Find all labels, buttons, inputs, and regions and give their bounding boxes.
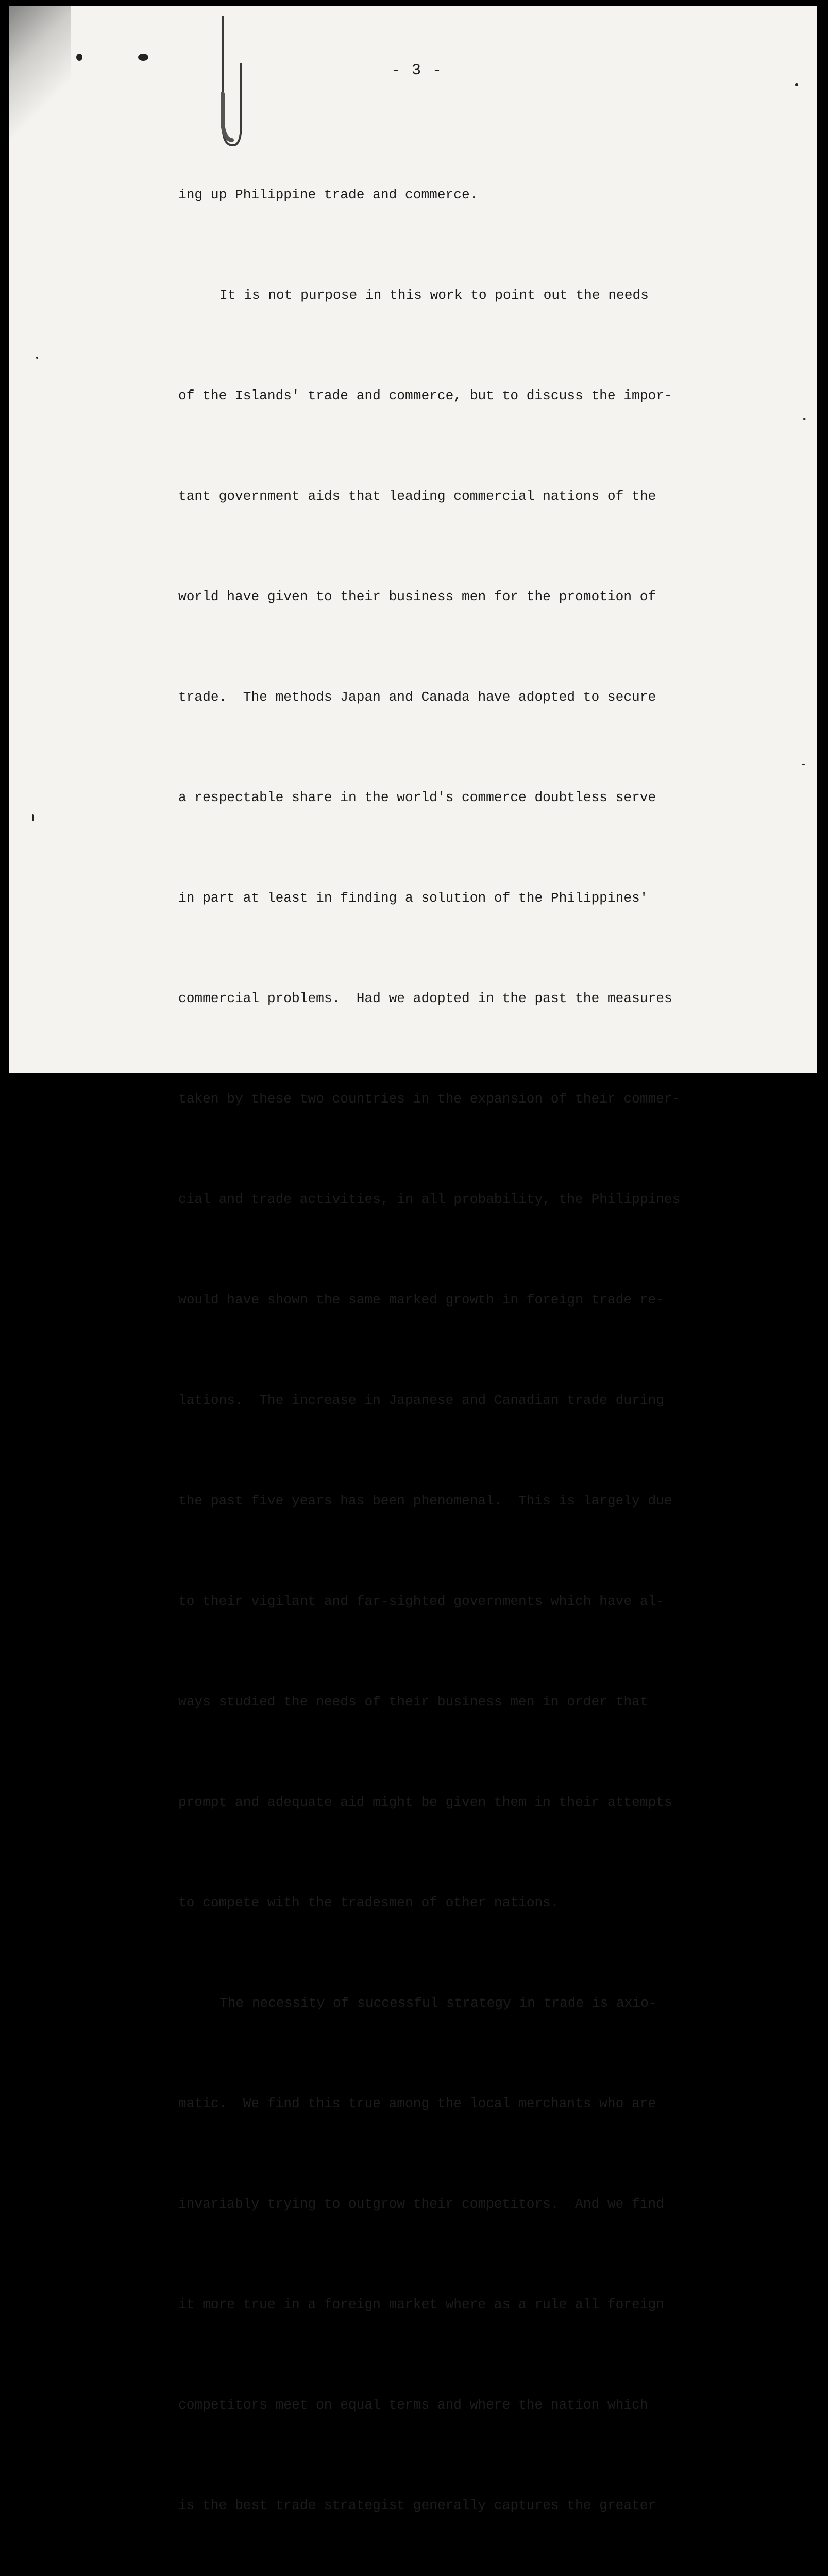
ink-speck <box>795 83 798 86</box>
text-line: to compete with the tradesmen of other nations. <box>178 1895 559 1910</box>
ink-speck <box>76 54 82 61</box>
ink-speck <box>32 814 34 821</box>
document-page <box>9 6 817 2513</box>
body-text <box>178 111 714 2576</box>
page-number: - 3 - <box>391 62 443 79</box>
text-line: tant government aids that leading commercial nations of the <box>178 488 656 504</box>
paragraph-start-line: It is not purpose in this work to point out the needs <box>219 287 649 303</box>
text-line: lations. The increase in Japanese and Canadian trade during <box>178 1393 664 1408</box>
text-line: in part at least in finding a solution of the Philippines' <box>178 890 648 906</box>
ink-speck <box>138 54 148 61</box>
text-line: would have shown the same marked growth in foreign trade re- <box>178 1292 664 1308</box>
text-line: of the Islands' trade and commerce, but to discuss the impor- <box>178 388 672 403</box>
text-line: competitors meet on equal terms and where the nation which <box>178 2397 648 2413</box>
text-line: the past five years has been phenomenal. This is largely due <box>178 1493 672 1509</box>
text-line: ing up Philippine trade and commerce. <box>178 187 478 202</box>
text-line: a respectable share in the world's commerce doubtless serve <box>178 790 656 805</box>
text-line: is the best trade strategist generally captures the greater <box>178 2498 656 2513</box>
text-line: prompt and adequate aid might be given them in their attempts <box>178 1794 672 1810</box>
text-line: it more true in a foreign market where as a rule all foreign <box>178 2297 664 2312</box>
text-line: ways studied the needs of their business men in order that <box>178 1694 648 1709</box>
text-line: cial and trade activities, in all probability, the Philippines <box>178 1192 681 1207</box>
ink-speck <box>802 764 805 765</box>
text-line: matic. We find this true among the local merchants who are <box>178 2096 656 2111</box>
ink-speck <box>803 418 806 420</box>
text-line: to their vigilant and far-sighted governments which have al- <box>178 1594 664 1609</box>
text-line: trade. The methods Japan and Canada have adopted to secure <box>178 689 656 705</box>
text-line: invariably trying to outgrow their competitors. And we find <box>178 2196 664 2212</box>
text-line: taken by these two countries in the expansion of their commer- <box>178 1091 681 1107</box>
text-line: world have given to their business men for the promotion of <box>178 589 656 604</box>
ink-speck <box>36 357 38 359</box>
paragraph-start-line: The necessity of successful strategy in trade is axio- <box>219 1995 657 2011</box>
text-line: commercial problems. Had we adopted in the past the measures <box>178 991 672 1006</box>
